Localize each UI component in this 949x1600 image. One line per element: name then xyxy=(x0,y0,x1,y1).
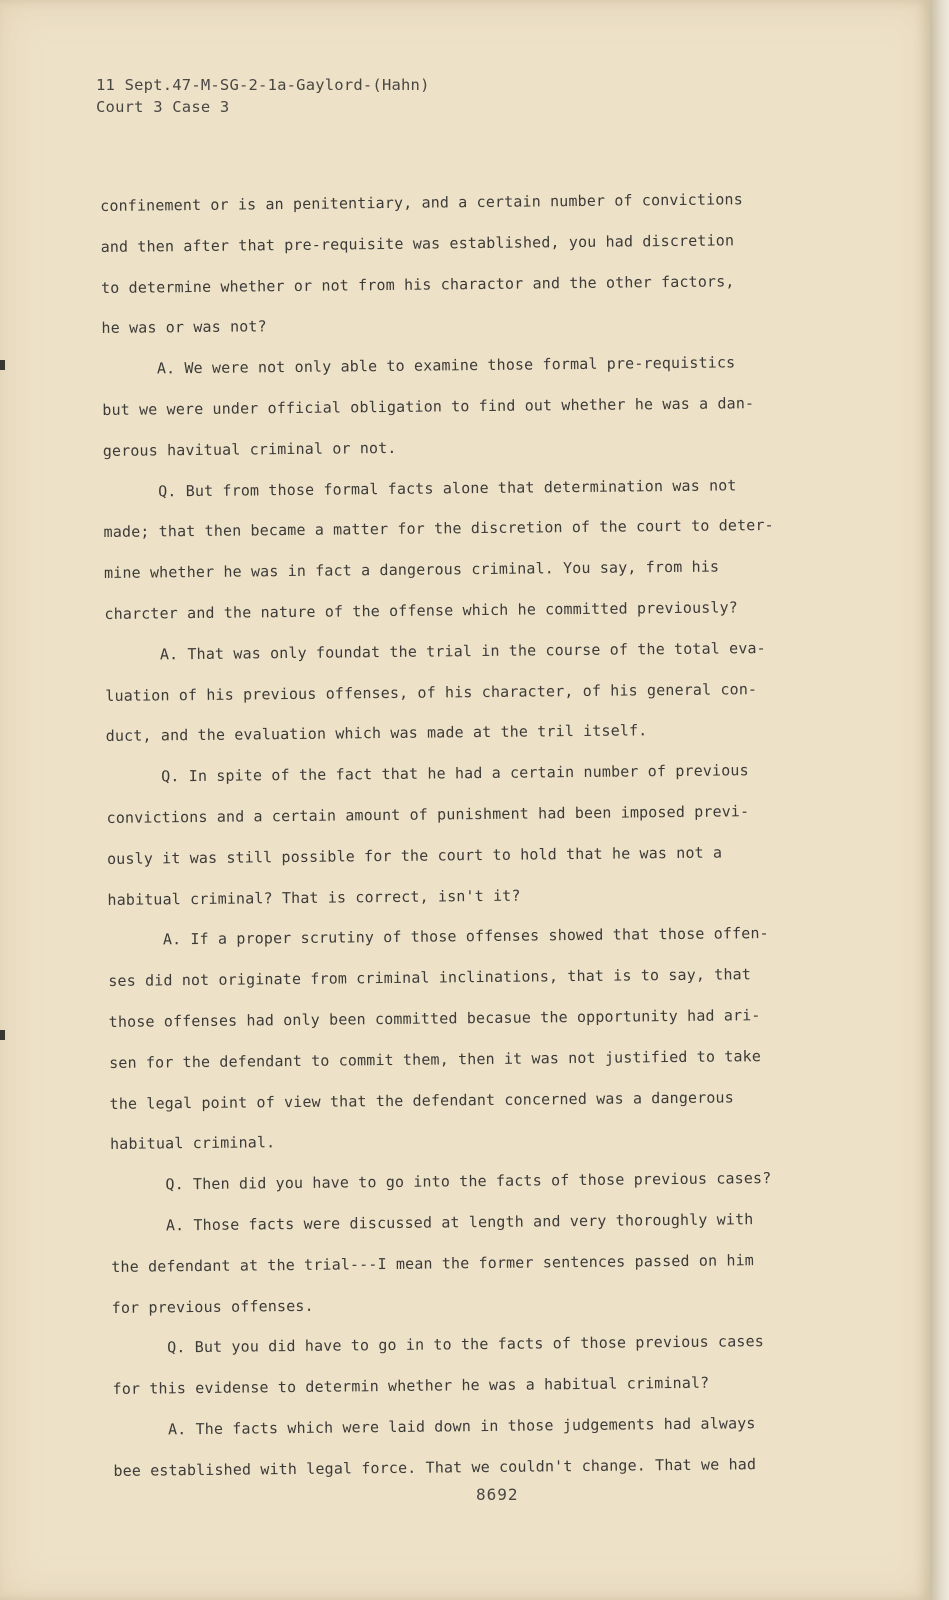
transcript-line: made; that then became a matter for the discretion of the court to deter- xyxy=(103,516,774,542)
transcript-line: luation of his previous offenses, of his character, of his general con- xyxy=(105,679,758,705)
transcript-line: the defendant at the trial---I mean the former sentences passed on him xyxy=(111,1250,755,1276)
transcript-line: habitual criminal. xyxy=(109,1133,276,1154)
question-line: Q. But you did have to go in to the facts of those previous cases xyxy=(167,1332,764,1357)
transcript-line: for previous offenses. xyxy=(111,1296,314,1317)
transcript-line: the legal point of view that the defendant concerned was a dangerous xyxy=(109,1087,734,1113)
punch-mark xyxy=(0,1030,5,1040)
punch-mark xyxy=(0,360,5,370)
answer-line: A. If a proper scrutiny of those offenses showed that those offen- xyxy=(162,924,769,949)
transcript-line: duct, and the evaluation which was made at the tril itself. xyxy=(105,721,648,746)
question-line: Q. In spite of the fact that he had a certain number of previous xyxy=(161,761,749,786)
transcript-line: ses did not originate from criminal inclinations, that is to say, that xyxy=(108,965,752,991)
header-court-case: Court 3 Case 3 xyxy=(96,98,230,116)
transcript-line: convictions and a certain amount of punishment had been imposed previ- xyxy=(106,802,750,827)
question-line: Q. Then did you have to go into the facts of those previous cases? xyxy=(165,1169,772,1194)
question-line: Q. But from those formal facts alone that determination was not xyxy=(158,475,737,500)
transcript-line: gerous havitual criminal or not. xyxy=(102,438,397,460)
transcript-line: those offenses had only been committed becasue the opportunity had ari- xyxy=(108,1006,761,1031)
header-reference: 11 Sept.47-M-SG-2-1a-Gaylord-(Hahn) xyxy=(96,76,430,94)
answer-line: A. Those facts were discussed at length and very thoroughly with xyxy=(165,1210,754,1235)
transcript-line: ously it was still possible for the court to hold that he was not a xyxy=(106,843,723,868)
transcript-line: charcter and the nature of the offense which he committed previously? xyxy=(104,598,739,623)
transcript-line: mine whether he was in fact a dangerous criminal. You say, from his xyxy=(103,557,720,583)
transcript-line: sen for the defendant to commit them, then it was not justified to take xyxy=(109,1046,762,1072)
document-header xyxy=(96,74,430,118)
transcript-line: habitual criminal? That is correct, isn't it? xyxy=(107,886,521,909)
answer-line: A. The facts which were laid down in those judgements had always xyxy=(167,1414,756,1439)
transcript-line: confinement or is an penitentiary, and a certain number of convictions xyxy=(100,190,743,215)
transcript-line: for this evidense to determin whether he was a habitual criminal? xyxy=(112,1373,710,1399)
answer-line: A. We were not only able to examine those formal pre-requistics xyxy=(156,353,736,378)
transcript-line: to determine whether or not from his charactor and the other factors, xyxy=(100,271,735,297)
page-number: 8692 xyxy=(476,1485,519,1504)
transcript-line: bee established with legal force. That we couldn't change. That we had xyxy=(113,1454,757,1480)
transcript-line: and then after that pre-requisite was established, you had discretion xyxy=(100,231,735,256)
transcript-line: he was or was not? xyxy=(101,317,267,338)
transcript-line: but we were under official obligation to find out whether he was a dan- xyxy=(102,394,755,419)
answer-line: A. That was only foundat the trial in the course of the total eva- xyxy=(159,638,766,664)
transcript-body xyxy=(100,178,874,1491)
page-edge xyxy=(930,0,949,1600)
